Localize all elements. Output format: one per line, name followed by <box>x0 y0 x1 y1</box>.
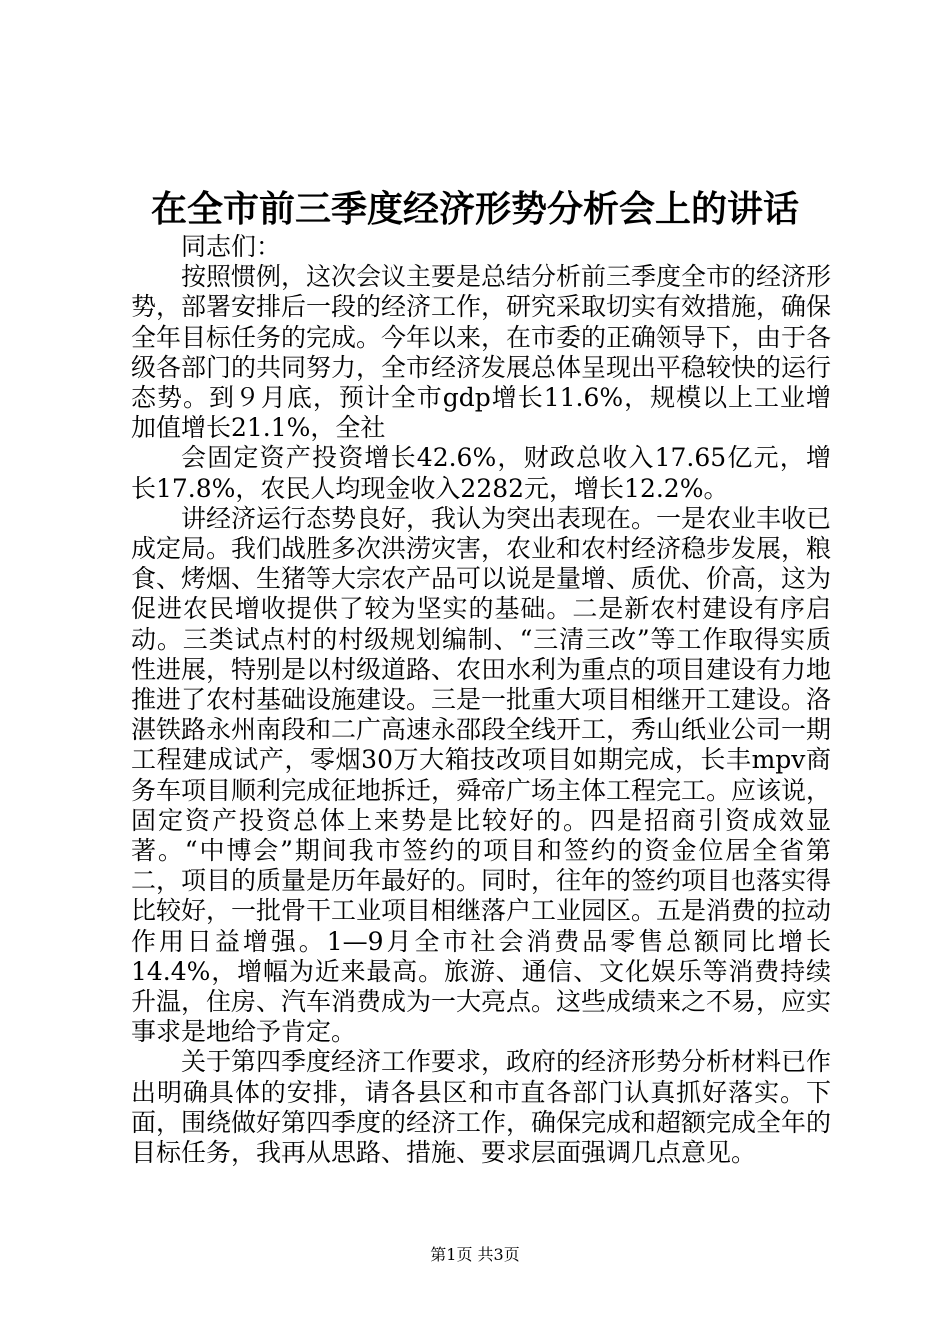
body-paragraph: 讲经济运行态势良好，我认为突出表现在。一是农业丰收已成定局。我们战胜多次洪涝灾害，农业和农村经济稳步发展，粮食、烤烟、生猪等大宗农产品可以说是量增、质优、价高，这为促进农民增收提供了较为坚实的基础。二是新农村建设有序启动。三类试点村的村级规划编制、“三清三改”等工作取得实质性进展，特别是以村级道路、农田水利为重点的项目建设有力地推进了农村基础设施建设。三是一批重大项目相继开工建设。洛湛铁路永州南段和二广高速永邵段全线开工，秀山纸业公司一期工程建成试产，零烟30万大箱技改项目如期完成，长丰mpv商务车项目顺利完成征地拆迁，舜帝广场主体工程完工。应该说，固定资产投资总体上来势是比较好的。四是招商引资成效显著。“中博会”期间我市签约的项目和签约的资金位居全省第二，项目的质量是历年最好的。同时，往年的签约项目也落实得比较好，一批骨干工业项目相继落户工业园区。五是消费的拉动作用日益增强。1—9月全市社会消费品零售总额同比增长14.4%，增幅为近来最高。旅游、通信、文化娱乐等消费持续升温，住房、汽车消费成为一大亮点。这些成绩来之不易，应实事求是地给予肯定。 <box>131 503 832 1047</box>
salutation-paragraph: 同志们： <box>181 232 282 261</box>
document-body <box>131 232 831 1168</box>
body-paragraph: 会固定资产投资增长42.6%，财政总收入17.65亿元，增长17.8%，农民人均现金收入2282元，增长12.2%。 <box>131 443 831 503</box>
document-title: 在全市前三季度经济形势分析会上的讲话 <box>150 188 799 230</box>
body-paragraph: 关于第四季度经济工作要求，政府的经济形势分析材料已作出明确具体的安排，请各县区和市直各部门认真抓好落实。下面，围绕做好第四季度的经济工作，确保完成和超额完成全年的目标任务，我再从思路、措施、要求层面强调几点意见。 <box>131 1047 832 1168</box>
body-paragraph: 按照惯例，这次会议主要是总结分析前三季度全市的经济形势，部署安排后一段的经济工作，研究采取切实有效措施，确保全年目标任务的完成。今年以来，在市委的正确领导下，由于各级各部门的共同努力，全市经济发展总体呈现出平稳较快的运行态势。到９月底，预计全市gdp增长11.6%，规模以上工业增加值增长21.1%，全社 <box>131 262 832 443</box>
page-number-footer: 第1页 共3页 <box>430 1245 520 1264</box>
